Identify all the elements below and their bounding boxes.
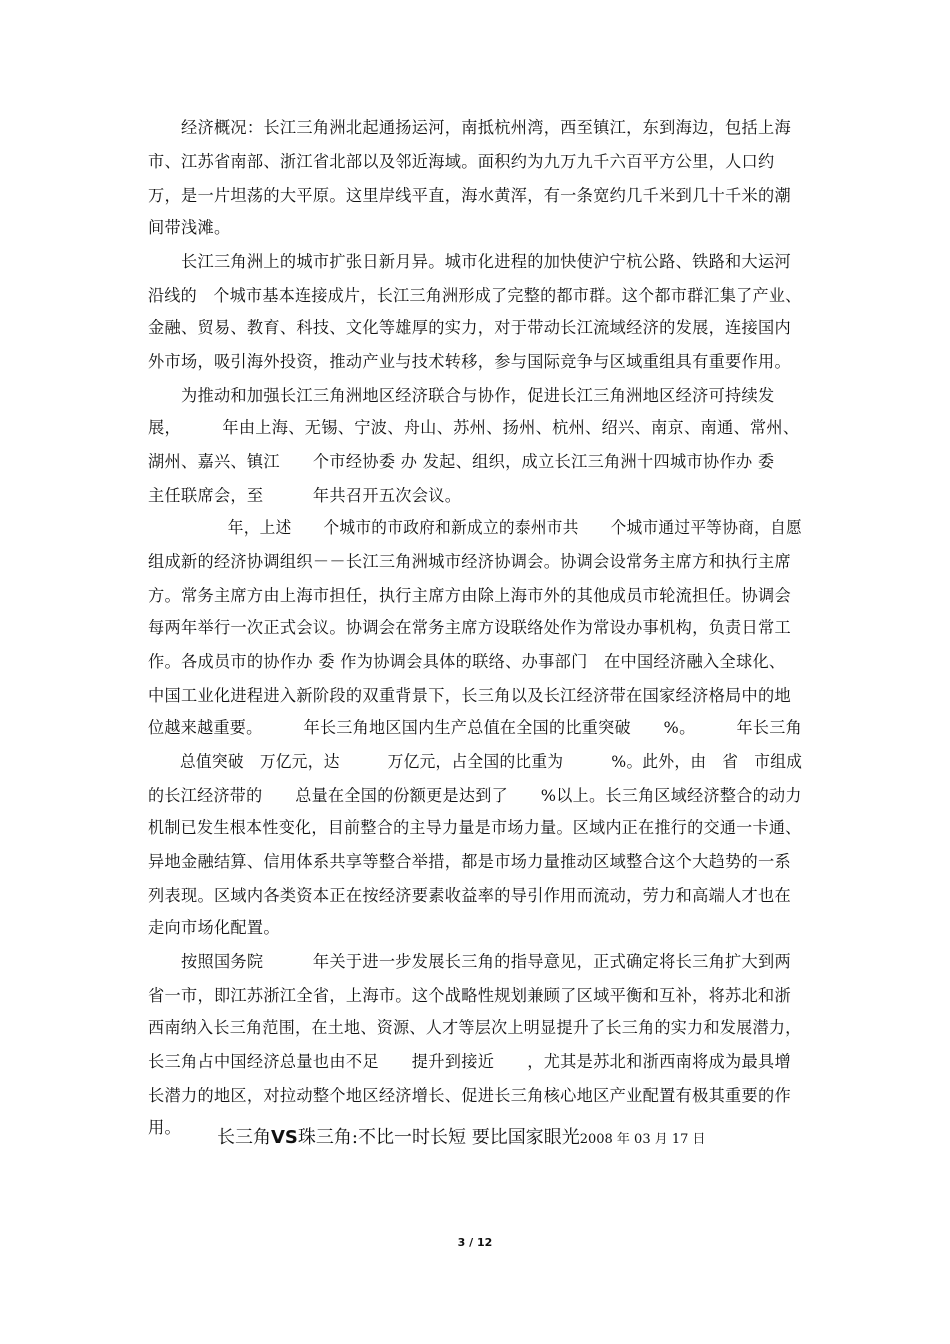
title-part-2: 珠三角:不比一时长短 要比国家眼光	[297, 1127, 580, 1148]
text-line: 位越来越重要。 年长三角地区国内生产总值在全国的比重突破 %。 年长三角	[148, 718, 802, 737]
text-line: 作。各成员市的协作办 委 作为协调会具体的联络、办事部门 在中国经济融入全球化、	[148, 652, 786, 671]
text-line: 省一市，即江苏浙江全省，上海市。这个战略性规划兼顾了区域平衡和互补，将苏北和浙	[148, 986, 792, 1005]
title-vs: VS	[271, 1127, 298, 1148]
text-line: 长三角占中国经济总量也由不足 提升到接近 ，尤其是苏北和浙西南将成为最具增	[148, 1052, 792, 1071]
text-line: 金融、贸易、教育、科技、文化等雄厚的实力，对于带动长江流域经济的发展，连接国内	[148, 318, 792, 337]
text-line: 用。	[148, 1118, 181, 1137]
text-line: 西南纳入长三角范围，在土地、资源、人才等层次上明显提升了长三角的实力和发展潜力，	[148, 1018, 802, 1037]
text-line: 经济概况：长江三角洲北起通扬运河，南抵杭州湾，西至镇江，东到海边，包括上海	[148, 118, 792, 137]
text-line: 长潜力的地区，对拉动整个地区经济增长、促进长三角核心地区产业配置有极其重要的作	[148, 1086, 792, 1105]
text-line: 总值突破 万亿元，达 万亿元，占全国的比重为 %。此外，由 省 市组成	[148, 752, 803, 771]
text-line: 外市场，吸引海外投资，推动产业与技术转移，参与国际竞争与区域重组具有重要作用。	[148, 352, 792, 371]
text-line: 中国工业化进程进入新阶段的双重背景下，长三角以及长江经济带在国家经济格局中的地	[148, 686, 792, 705]
text-line: 异地金融结算、信用体系共享等整合举措，都是市场力量推动区域整合这个大趋势的一系	[148, 852, 792, 871]
text-line: 主任联席会，至 年共召开五次会议。	[148, 486, 462, 505]
text-line: 湖州、嘉兴、镇江 个市经协委 办 发起、组织，成立长江三角洲十四城市协作办 委	[148, 452, 775, 471]
text-line: 机制已发生根本性变化，目前整合的主导力量是市场力量。区域内正在推行的交通一卡通、	[148, 818, 802, 837]
text-line: 为推动和加强长江三角洲地区经济联合与协作，促进长江三角洲地区经济可持续发	[148, 386, 775, 405]
text-line: 列表现。区域内各类资本正在按经济要素收益率的导引作用而流动，劳力和高端人才也在	[148, 886, 792, 905]
article-title	[217, 1125, 706, 1153]
text-line: 方。常务主席方由上海市担任，执行主席方由除上海市外的其他成员市轮流担任。协调会	[148, 586, 792, 605]
text-line: 万，是一片坦荡的大平原。这里岸线平直，海水黄浑，有一条宽约几千米到几十千米的潮	[148, 186, 792, 205]
text-line: 组成新的经济协调组织－－长江三角洲城市经济协调会。协调会设常务主席方和执行主席	[148, 552, 792, 571]
text-line: 间带浅滩。	[148, 218, 231, 237]
text-line: 每两年举行一次正式会议。协调会在常务主席方设联络处作为常设办事机构，负责日常工	[148, 618, 792, 637]
text-line: 的长江经济带的 总量在全国的份额更是达到了 %以上。长三角区域经济整合的动力	[148, 786, 802, 805]
article-date: 2008 年 03 月 17 日	[579, 1132, 706, 1147]
title-part-1: 长三角	[217, 1127, 271, 1148]
text-line: 年，上述 个城市的市政府和新成立的泰州市共 个城市通过平等协商，自愿	[148, 518, 802, 537]
text-line: 展， 年由上海、无锡、宁波、舟山、苏州、扬州、杭州、绍兴、南京、南通、常州、	[148, 418, 800, 437]
text-line: 长江三角洲上的城市扩张日新月异。城市化进程的加快使沪宁杭公路、铁路和大运河	[148, 252, 792, 271]
text-line: 沿线的 个城市基本连接成片，长江三角洲形成了完整的都市群。这个都市群汇集了产业、	[148, 286, 802, 305]
text-line: 市、江苏省南部、浙江省北部以及邻近海域。面积约为九万九千六百平方公里，人口约	[148, 152, 775, 171]
text-line: 走向市场化配置。	[148, 918, 280, 937]
page-number: 3 / 12	[457, 1236, 493, 1249]
text-line: 按照国务院 年关于进一步发展长三角的指导意见，正式确定将长三角扩大到两	[148, 952, 792, 971]
